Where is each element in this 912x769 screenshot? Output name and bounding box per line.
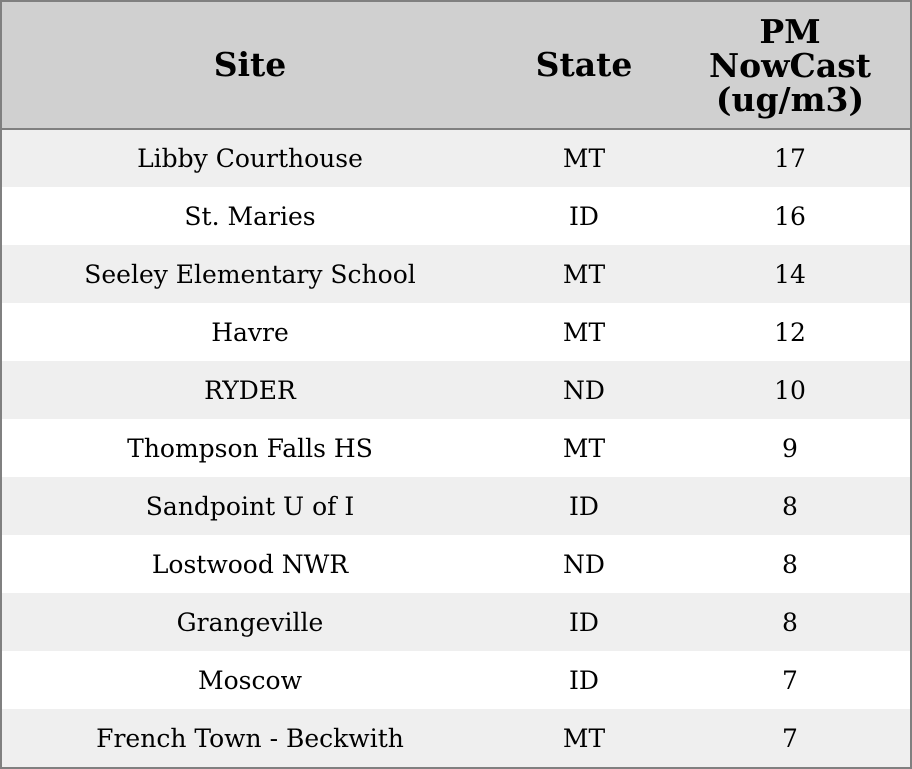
cell-site: Seeley Elementary School [84,259,416,289]
cell-pm-value: 12 [774,317,806,347]
data-table [2,2,910,767]
cell-pm-value: 7 [782,665,798,695]
table-row [2,477,910,535]
cell-state: MT [562,723,606,753]
header-row [2,2,910,129]
column-header-site: Site [2,2,498,129]
cell-state: MT [562,433,606,463]
cell-pm-value: 14 [774,259,806,289]
table-row [2,303,910,361]
cell-pm-value: 8 [782,549,798,579]
column-header-pm-nowcast [670,2,910,129]
cell-pm-value: 8 [782,491,798,521]
cell-site: Grangeville [176,607,324,637]
cell-pm-value: 9 [782,433,798,463]
cell-pm-value: 17 [774,144,806,173]
table-row [2,187,910,245]
cell-site: Thompson Falls HS [127,433,373,463]
cell-site: French Town - Beckwith [96,723,404,753]
cell-site: Libby Courthouse [137,144,363,173]
cell-state: ND [563,549,605,579]
cell-site: Lostwood NWR [151,549,349,579]
table-row [2,709,910,767]
table-row [2,245,910,303]
pm-header-line-2: NowCast [708,46,872,85]
cell-pm-value: 7 [782,723,798,753]
cell-site: RYDER [204,375,296,405]
cell-pm-value: 16 [774,201,806,231]
cell-state: MT [562,317,606,347]
cell-pm-value: 10 [774,375,806,405]
cell-site: Sandpoint U of I [145,491,355,521]
cell-site: Havre [211,317,289,347]
table-row [2,535,910,593]
table-row [2,593,910,651]
cell-site: St. Maries [184,201,316,231]
cell-state: ND [563,375,605,405]
table-row [2,651,910,709]
table-row [2,419,910,477]
pm-header-line-3: (ug/m3) [715,80,865,119]
cell-pm-value: 8 [782,607,798,637]
cell-state: MT [562,259,606,289]
pm-header-line-1: PM [759,12,821,51]
cell-state: ID [569,665,599,695]
table-row [2,129,910,187]
column-header-state: State [498,2,670,129]
table-body [2,129,910,767]
cell-state: ID [569,201,599,231]
cell-state: ID [569,491,599,521]
cell-state: ID [569,607,599,637]
cell-site: Moscow [198,665,302,695]
table-row [2,361,910,419]
cell-state: MT [562,144,606,173]
